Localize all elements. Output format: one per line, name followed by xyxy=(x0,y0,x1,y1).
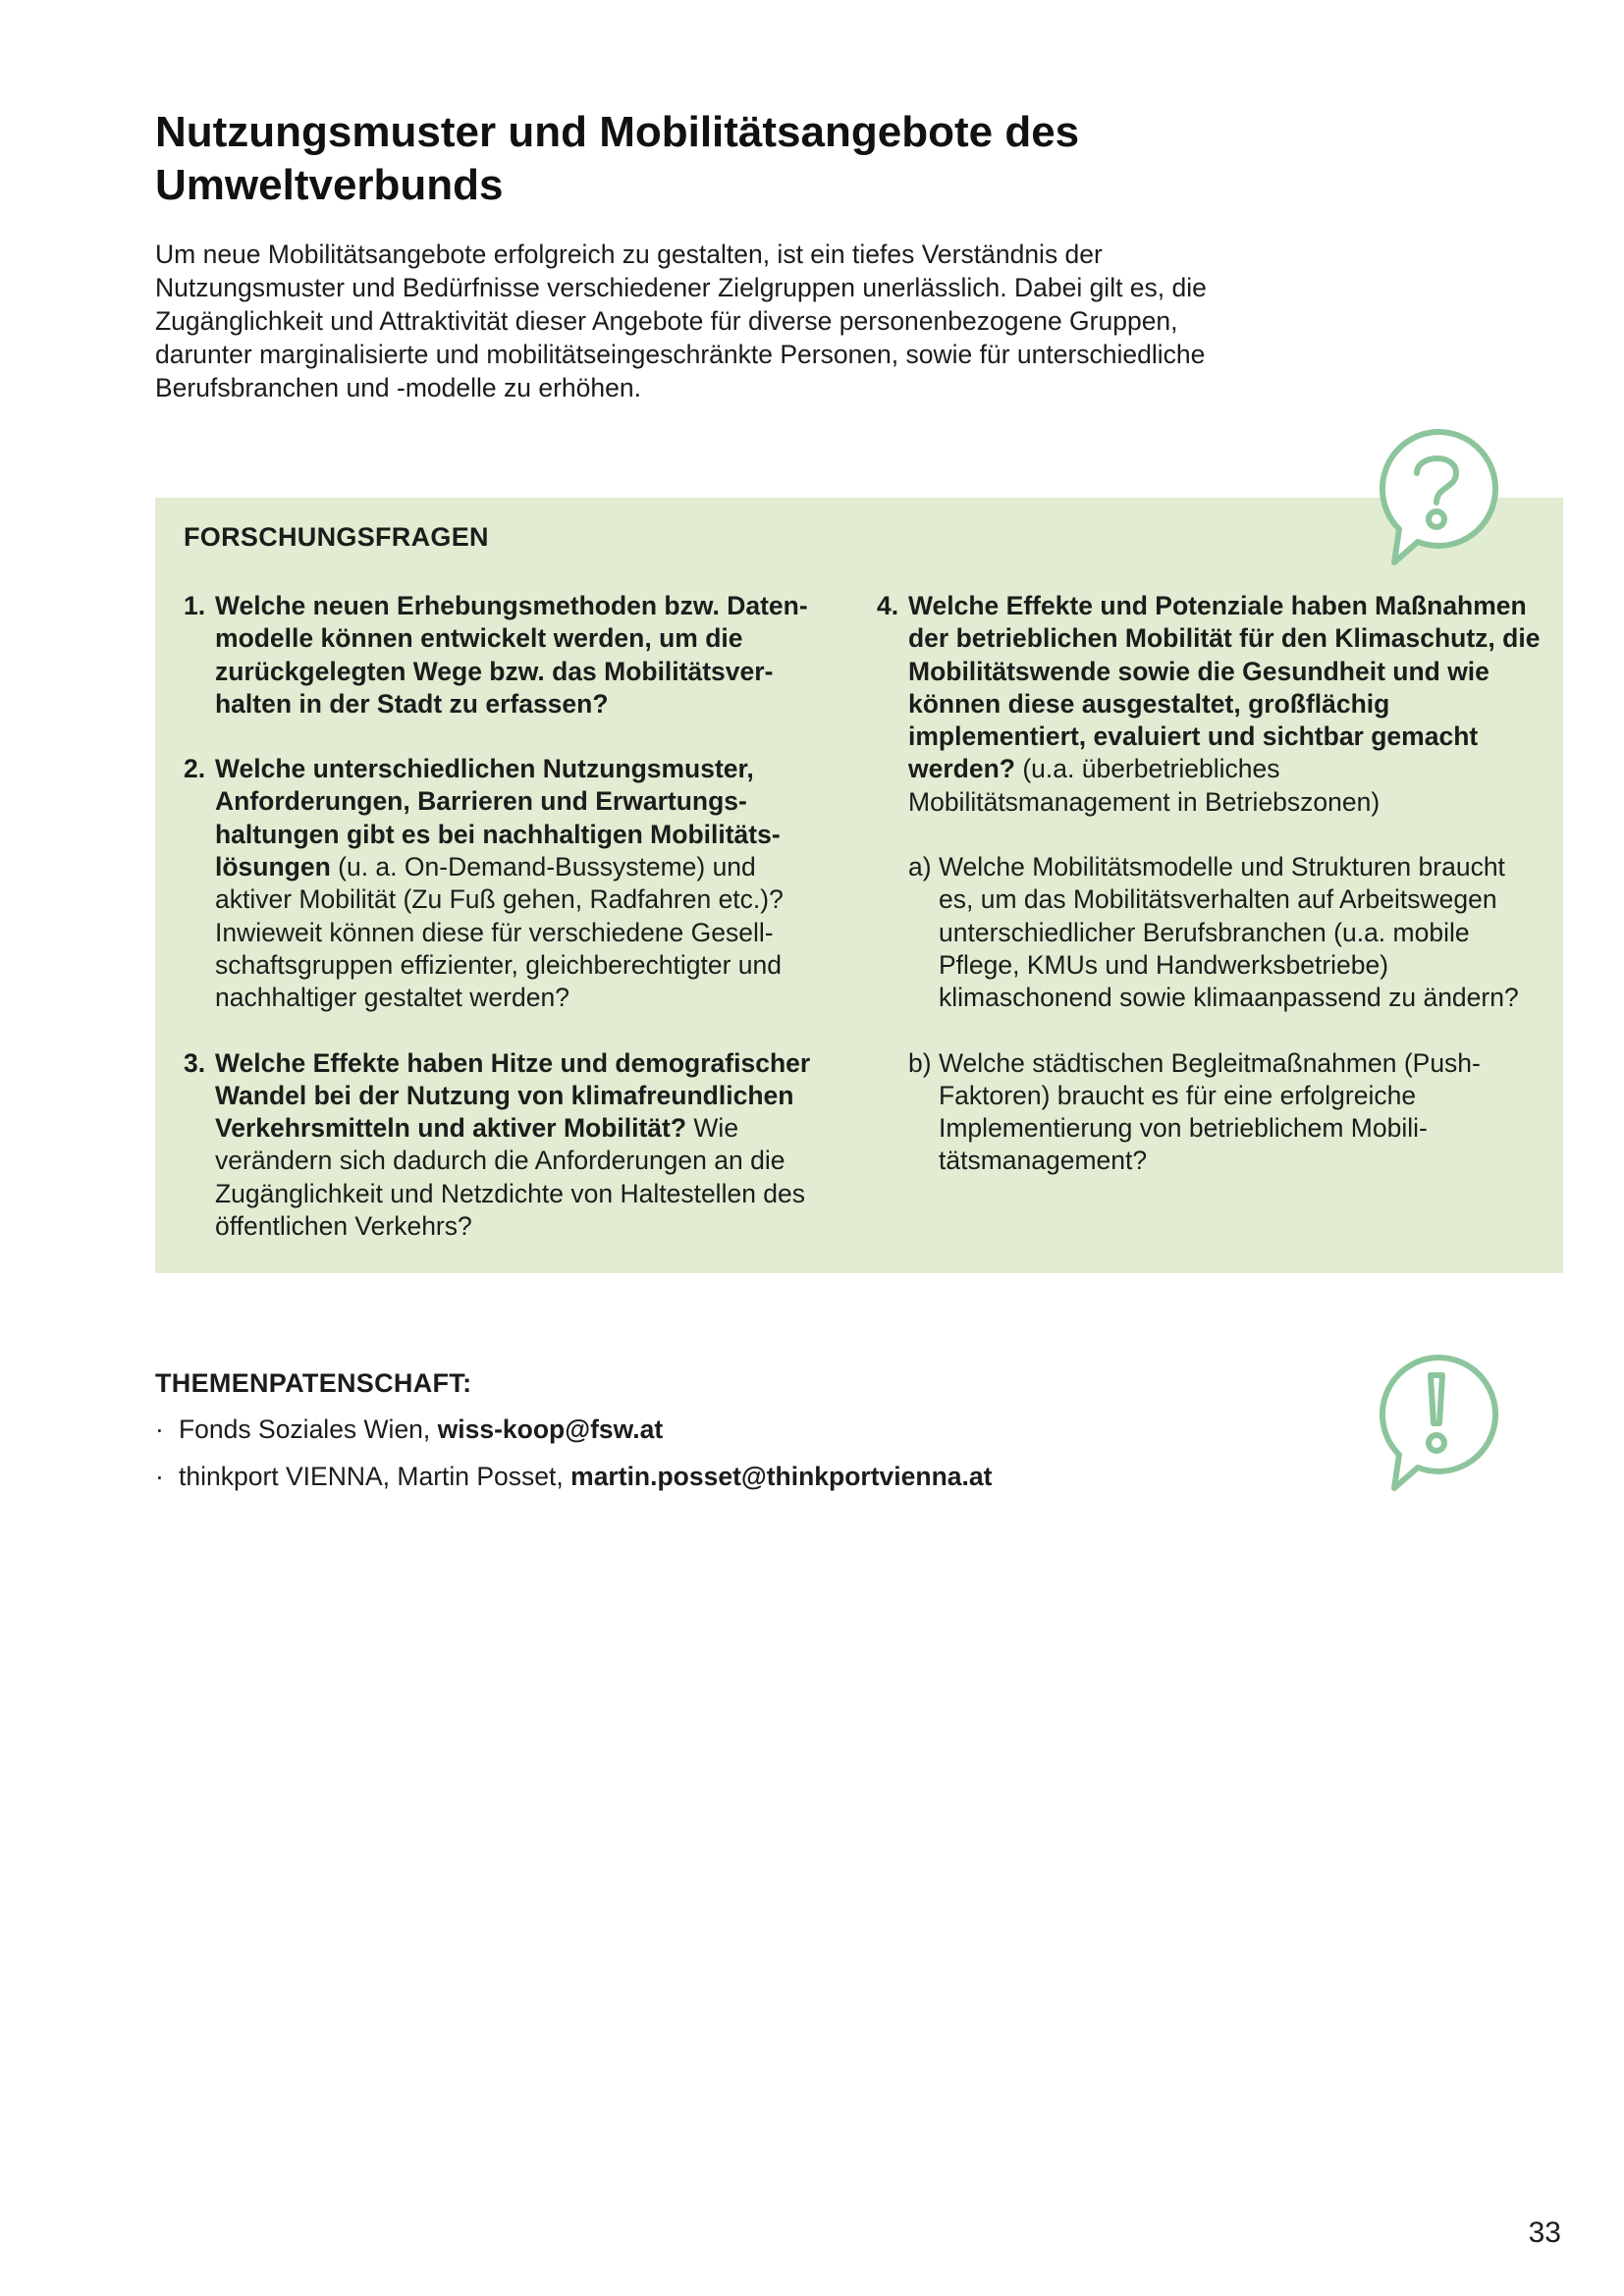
research-subquestion-b xyxy=(877,1047,1544,1178)
sponsor-email-link[interactable]: wiss-koop@fsw.at xyxy=(437,1415,664,1444)
question-bold-text: Welche Effekte und Potenziale haben Maßnahmen der betrieblichen Mobilität für den Klimaschutz, die Mobilitätswende sowie die Gesundheit und wie können diese ausgestaltet, großflächig implementiert, evaluiert und sichtbar gemacht werden? xyxy=(908,591,1541,784)
bullet: · xyxy=(155,1415,164,1444)
question-number: 1. xyxy=(184,591,206,620)
sponsor-name: thinkport VIENNA, Martin Posset, xyxy=(179,1462,571,1491)
question-speech-bubble-icon xyxy=(1373,427,1500,569)
subquestion-text: Welche städtischen Begleitmaßnahmen (Push-Faktoren) braucht es für eine erfolgreiche Implementierung von betrieblichem Mobilitätsmanagement? xyxy=(939,1047,1481,1176)
research-questions-left-column xyxy=(184,590,832,1243)
research-questions-heading: FORSCHUNGSFRAGEN xyxy=(184,522,489,552)
question-number: 3. xyxy=(184,1047,206,1078)
page-title: Nutzungsmuster und Mobilitätsangebote des Umweltverbunds xyxy=(155,108,1080,209)
subquestion-label: b) xyxy=(908,1047,932,1078)
research-question-1 xyxy=(184,590,832,721)
question-bold-text: Welche unterschiedlichen Nutzungsmuster, Anforderungen, Barrieren und Erwartungshaltungen gibt es bei nachhaltigen Mobilitätslösungen xyxy=(215,754,781,882)
sponsor-email-link[interactable]: martin.posset@thinkportvienna.at xyxy=(570,1462,993,1491)
intro-paragraph: Um neue Mobilitätsangebote erfolgreich zu gestalten, ist ein tiefes Verständnis der Nutzungsmuster und Bedürfnisse verschiedener Zielgruppen unerlässlich. Dabei gilt es, die Zugänglichkeit und Attraktivität dieser Angebote für diverse personenbezogene Gruppen, darunter marginalisierte und mobilitätseingeschränkte Personen, sowie für unterschiedliche Berufsbranchen und -modelle zu erhöhen. xyxy=(155,240,1207,402)
research-question-2 xyxy=(184,753,832,1014)
sponsor-name: Fonds Soziales Wien, xyxy=(179,1415,438,1444)
question-regular-text: (u.a. überbetriebliches Mobilitätsmanagement in Betriebszonen) xyxy=(908,754,1380,817)
research-subquestion-a xyxy=(877,851,1544,1014)
question-regular-text: Wie verändern sich dadurch die Anforderungen an die Zugänglichkeit und Netzdichte von Haltestellen des öffentlichen Verkehrs? xyxy=(215,1113,806,1242)
subquestion-label: a) xyxy=(908,852,932,882)
page-number: 33 xyxy=(1528,2216,1561,2249)
research-question-3 xyxy=(184,1047,832,1244)
research-questions-right-column xyxy=(877,590,1544,1178)
sponsor-item xyxy=(155,1413,663,1446)
bullet: · xyxy=(155,1462,164,1491)
question-regular-text: (u. a. On-Demand-Bussysteme) und aktiver Mobilität (Zu Fuß gehen, Radfahren etc.)? Inwieweit können diese für verschiedene Gesellschaftsgruppen effizienter, gleichberechtigter und nachhaltiger gestaltet werden? xyxy=(215,852,784,1013)
subquestion-text: Welche Mobilitätsmodelle und Strukturen braucht es, um das Mobilitätsverhalten auf Arbeitswegen unterschiedlicher Berufsbranchen (u.a. mobile Pflege, KMUs und Handwerksbetriebe) klimaschonend sowie klimaanpassend zu ändern? xyxy=(939,852,1519,1013)
sponsorship-heading: THEMENPATENSCHAFT: xyxy=(155,1368,472,1398)
sponsor-item xyxy=(155,1460,992,1493)
question-number: 2. xyxy=(184,754,206,784)
exclamation-speech-bubble-icon xyxy=(1373,1353,1500,1495)
research-questions-box xyxy=(155,498,1563,1273)
question-bold-text: Welche Effekte haben Hitze und demografischer Wandel bei der Nutzung von klimafreundlichen Verkehrsmitteln und aktiver Mobilität? xyxy=(215,1047,811,1144)
question-bold-text: Welche neuen Erhebungsmethoden bzw. Datenmodelle können entwickelt werden, um die zurückgelegten Wege bzw. das Mobilitätsverhalten in der Stadt zu erfassen? xyxy=(215,591,808,719)
question-number: 4. xyxy=(877,591,899,620)
research-question-4 xyxy=(877,590,1544,819)
